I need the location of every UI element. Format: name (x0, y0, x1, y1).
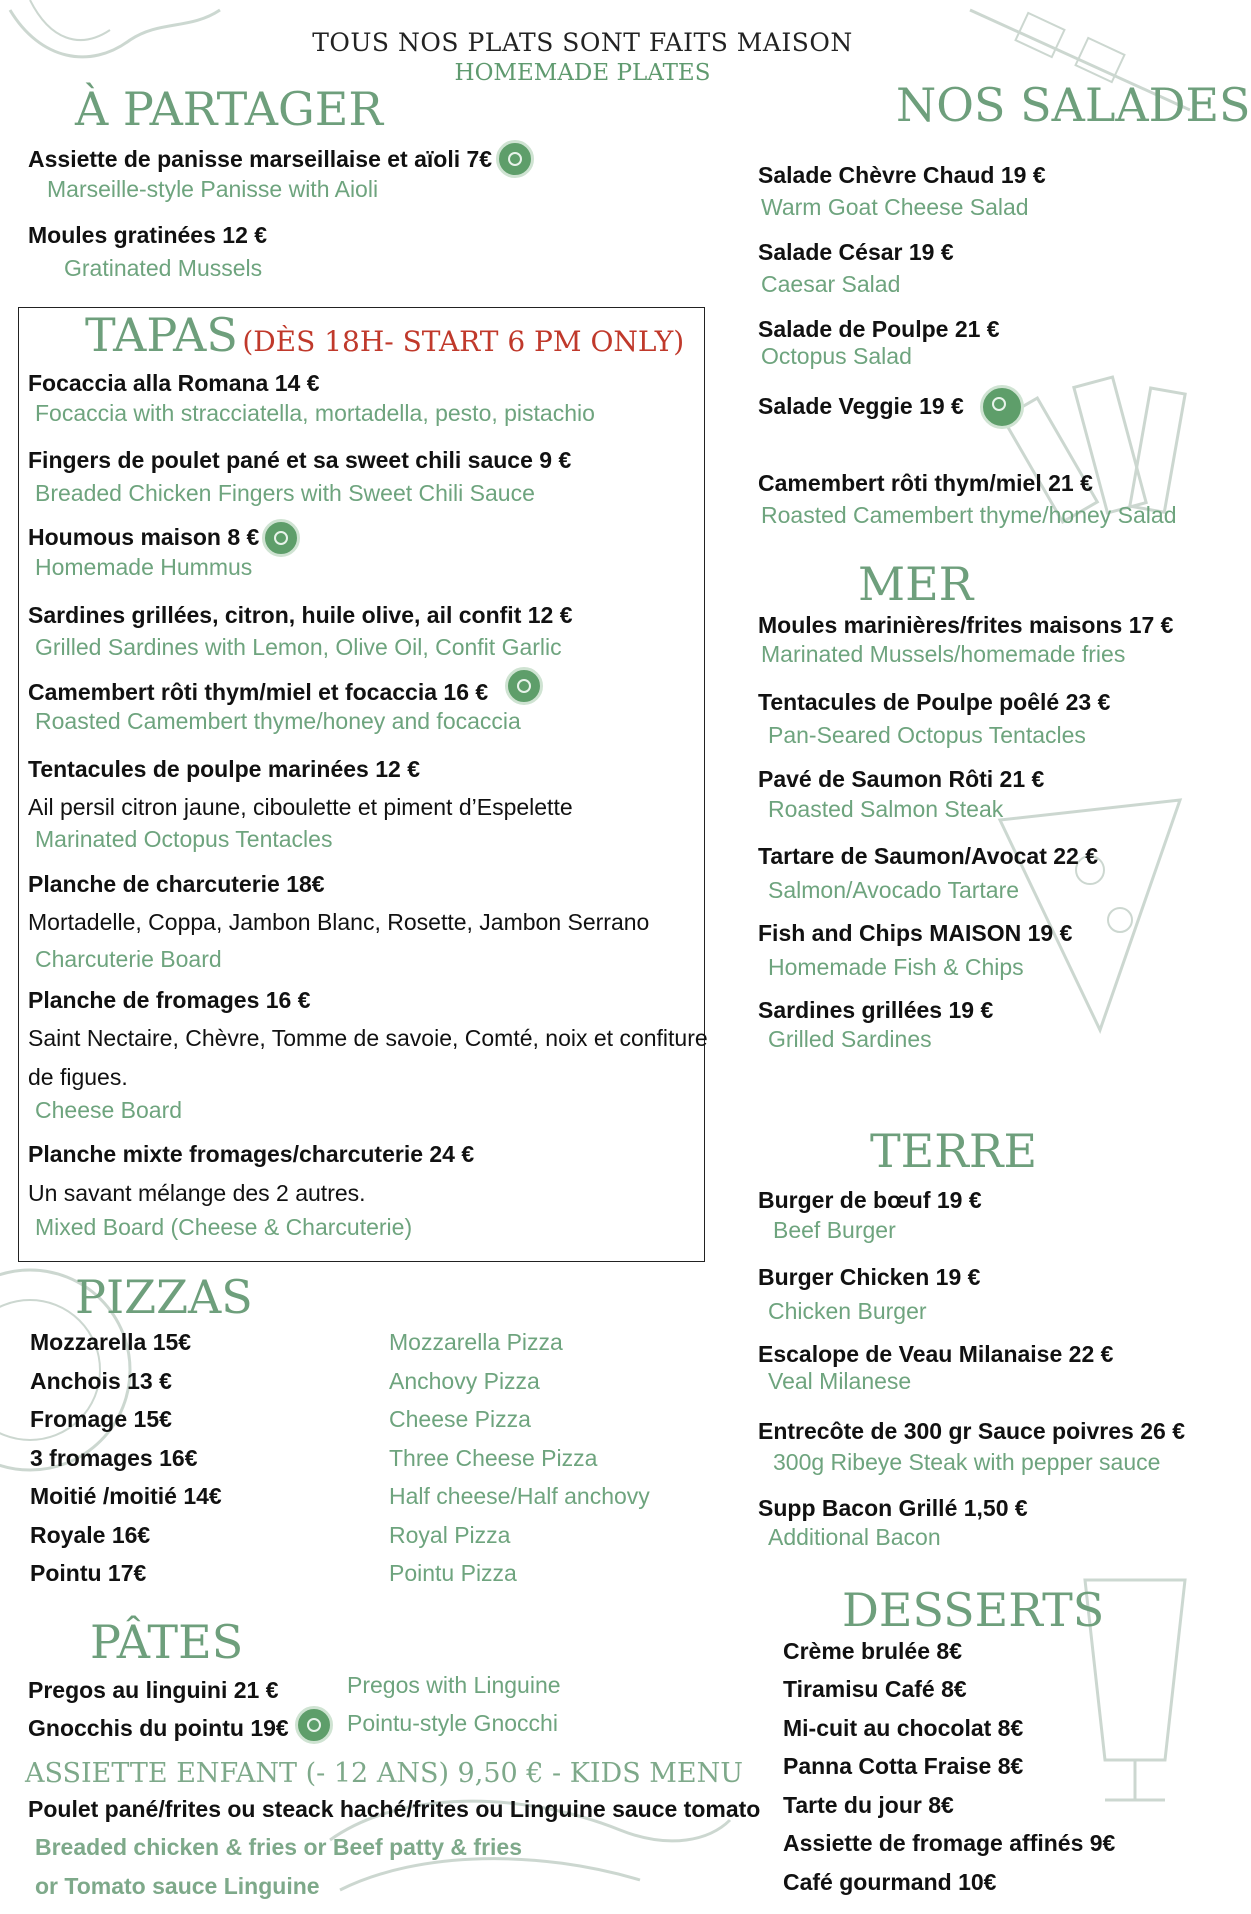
tapas-item-1-translation: Breaded Chicken Fingers with Sweet Chili Sauce (35, 480, 535, 506)
tapas-item-7-translation: Cheese Board (35, 1097, 183, 1123)
salad-item-1-name: Salade César 19 € (758, 239, 954, 265)
pates-item-0-name: Pregos au linguini 21 € (28, 1677, 279, 1703)
tapas-item-6-name: Planche de charcuterie 18€ (28, 871, 325, 897)
tapas-item-8-translation: Mixed Board (Cheese & Charcuterie) (35, 1214, 413, 1240)
tapas-item-1-name: Fingers de poulet pané et sa sweet chili sauce 9 € (28, 447, 572, 473)
tapas-item-5-description: Ail persil citron jaune, ciboulette et piment d’Espelette (28, 794, 573, 820)
terre-item-1-name: Burger Chicken 19 € (758, 1264, 981, 1290)
pizza-item-3-translation: Three Cheese Pizza (389, 1445, 598, 1471)
terre-item-1-translation: Chicken Burger (768, 1298, 927, 1324)
terre-item-4-translation: Additional Bacon (768, 1524, 941, 1550)
header-title: TOUS NOS PLATS SONT FAITS MAISON (312, 28, 853, 57)
pizza-item-1-translation: Anchovy Pizza (389, 1368, 540, 1394)
tapas-item-7-name: Planche de fromages 16 € (28, 987, 311, 1013)
section-title-desserts: DESSERTS (842, 1583, 1105, 1637)
pizza-item-4-name: Moitié /moitié 14€ (30, 1483, 222, 1509)
vegetarian-badge-icon (295, 1706, 333, 1744)
section-title-sharing: À PARTAGER (75, 82, 383, 136)
header-subtitle: HOMEMADE PLATES (454, 60, 711, 86)
dessert-item-1: Tiramisu Café 8€ (783, 1676, 967, 1702)
pizza-item-0-name: Mozzarella 15€ (30, 1329, 192, 1355)
pizza-item-5-name: Royale 16€ (30, 1522, 151, 1548)
vegetarian-badge-icon (496, 140, 534, 178)
salad-item-3-name: Salade Veggie 19 € (758, 393, 964, 419)
pates-item-0-translation: Pregos with Linguine (347, 1672, 561, 1698)
salad-item-4-name: Camembert rôti thym/miel 21 € (758, 470, 1093, 496)
mer-item-0-name: Moules marinières/frites maisons 17 € (758, 612, 1174, 638)
section-title-mer: MER (858, 557, 974, 611)
tapas-item-6-description: Mortadelle, Coppa, Jambon Blanc, Rosette, Jambon Serrano (28, 909, 650, 935)
pates-item-1-name: Gnocchis du pointu 19€ (28, 1715, 289, 1741)
tapas-item-6-translation: Charcuterie Board (35, 946, 222, 972)
dessert-item-0: Crème brulée 8€ (783, 1638, 962, 1664)
sharing-item-1-translation: Gratinated Mussels (64, 255, 263, 281)
terre-item-2-name: Escalope de Veau Milanaise 22 € (758, 1341, 1114, 1367)
terre-item-3-translation: 300g Ribeye Steak with pepper sauce (773, 1449, 1161, 1475)
tapas-item-3-name: Sardines grillées, citron, huile olive, ail confit 12 € (28, 602, 573, 628)
tapas-item-0-name: Focaccia alla Romana 14 € (28, 370, 320, 396)
section-title-pizzas: PIZZAS (75, 1270, 253, 1324)
terre-item-4-name: Supp Bacon Grillé 1,50 € (758, 1495, 1028, 1521)
kids-menu-title: ASSIETTE ENFANT (- 12 ANS) 9,50 € - KIDS MENU (25, 1758, 744, 1789)
mer-item-4-name: Fish and Chips MAISON 19 € (758, 920, 1073, 946)
tapas-item-7-description: Saint Nectaire, Chèvre, Tomme de savoie, Comté, noix et confiture (28, 1025, 708, 1051)
dessert-item-6: Café gourmand 10€ (783, 1869, 997, 1895)
pizza-item-6-name: Pointu 17€ (30, 1560, 147, 1586)
mer-item-4-translation: Homemade Fish & Chips (768, 954, 1024, 980)
salad-item-2-name: Salade de Poulpe 21 € (758, 316, 1000, 342)
mer-item-1-name: Tentacules de Poulpe poêlé 23 € (758, 689, 1111, 715)
sharing-item-1-name: Moules gratinées 12 € (28, 222, 268, 248)
vegetarian-badge-icon (980, 385, 1024, 429)
terre-item-2-translation: Veal Milanese (768, 1368, 912, 1394)
mer-item-3-translation: Salmon/Avocado Tartare (768, 877, 1020, 903)
mer-item-2-translation: Roasted Salmon Steak (768, 796, 1004, 822)
salad-item-2-translation: Octopus Salad (761, 343, 912, 369)
pizza-slice-sketch (980, 780, 1200, 1040)
sharing-item-0-translation: Marseille-style Panisse with Aioli (47, 176, 379, 202)
vegetarian-badge-icon (505, 667, 543, 705)
tapas-item-3-translation: Grilled Sardines with Lemon, Olive Oil, Confit Garlic (35, 634, 562, 660)
tapas-item-4-translation: Roasted Camembert thyme/honey and focaccia (35, 708, 521, 734)
tapas-item-8-description: Un savant mélange des 2 autres. (28, 1180, 366, 1206)
salad-item-4-translation: Roasted Camembert thyme/honey Salad (761, 502, 1177, 528)
pizza-item-2-translation: Cheese Pizza (389, 1406, 531, 1432)
pizza-item-2-name: Fromage 15€ (30, 1406, 172, 1432)
kids-menu-description: Poulet pané/frites ou steack haché/frites ou Linguine sauce tomato (28, 1796, 761, 1822)
vegetarian-badge-icon (262, 519, 300, 557)
pates-item-1-translation: Pointu-style Gnocchi (347, 1710, 558, 1736)
dessert-item-2: Mi-cuit au chocolat 8€ (783, 1715, 1024, 1741)
section-title-pates: PÂTES (90, 1615, 244, 1669)
salad-item-1-translation: Caesar Salad (761, 271, 901, 297)
sharing-item-0-name: Assiette de panisse marseillaise et aïoli 7€ (28, 146, 493, 172)
pizza-item-0-translation: Mozzarella Pizza (389, 1329, 563, 1355)
kids-menu-translation-2: or Tomato sauce Linguine (35, 1873, 320, 1899)
pizza-item-6-translation: Pointu Pizza (389, 1560, 517, 1586)
dessert-item-3: Panna Cotta Fraise 8€ (783, 1753, 1024, 1779)
pizza-item-1-name: Anchois 13 € (30, 1368, 172, 1394)
terre-item-0-translation: Beef Burger (773, 1217, 896, 1243)
tapas-item-7-description-2: de figues. (28, 1064, 128, 1090)
terre-item-0-name: Burger de bœuf 19 € (758, 1187, 982, 1213)
mer-item-5-name: Sardines grillées 19 € (758, 997, 994, 1023)
pizza-item-4-translation: Half cheese/Half anchovy (389, 1483, 650, 1509)
tapas-item-5-name: Tentacules de poulpe marinées 12 € (28, 756, 420, 782)
section-title-salads: NOS SALADES (896, 78, 1251, 132)
tapas-time-note: (DÈS 18H- START 6 PM ONLY) (242, 325, 685, 358)
mer-item-3-name: Tartare de Saumon/Avocat 22 € (758, 843, 1099, 869)
kids-menu-translation-1: Breaded chicken & fries or Beef patty & fries (35, 1834, 522, 1860)
dessert-item-5: Assiette de fromage affinés 9€ (783, 1830, 1116, 1856)
mer-item-2-name: Pavé de Saumon Rôti 21 € (758, 766, 1045, 792)
pizza-item-5-translation: Royal Pizza (389, 1522, 511, 1548)
salad-item-0-name: Salade Chèvre Chaud 19 € (758, 162, 1046, 188)
tapas-item-8-name: Planche mixte fromages/charcuterie 24 € (28, 1141, 475, 1167)
tapas-heading (85, 308, 684, 362)
mer-item-0-translation: Marinated Mussels/homemade fries (761, 641, 1126, 667)
mer-item-1-translation: Pan-Seared Octopus Tentacles (768, 722, 1086, 748)
section-title-tapas: TAPAS (85, 308, 238, 362)
tapas-item-0-translation: Focaccia with stracciatella, mortadella, pesto, pistachio (35, 400, 595, 426)
tapas-item-5-translation: Marinated Octopus Tentacles (35, 826, 333, 852)
tapas-item-2-name: Houmous maison 8 € (28, 524, 260, 550)
pizza-item-3-name: 3 fromages 16€ (30, 1445, 198, 1471)
tapas-item-2-translation: Homemade Hummus (35, 554, 253, 580)
salad-item-0-translation: Warm Goat Cheese Salad (761, 194, 1029, 220)
tapas-item-4-name: Camembert rôti thym/miel et focaccia 16 € (28, 679, 489, 705)
terre-item-3-name: Entrecôte de 300 gr Sauce poivres 26 € (758, 1418, 1185, 1444)
section-title-terre: TERRE (870, 1124, 1038, 1178)
dessert-item-4: Tarte du jour 8€ (783, 1792, 954, 1818)
mer-item-5-translation: Grilled Sardines (768, 1026, 932, 1052)
